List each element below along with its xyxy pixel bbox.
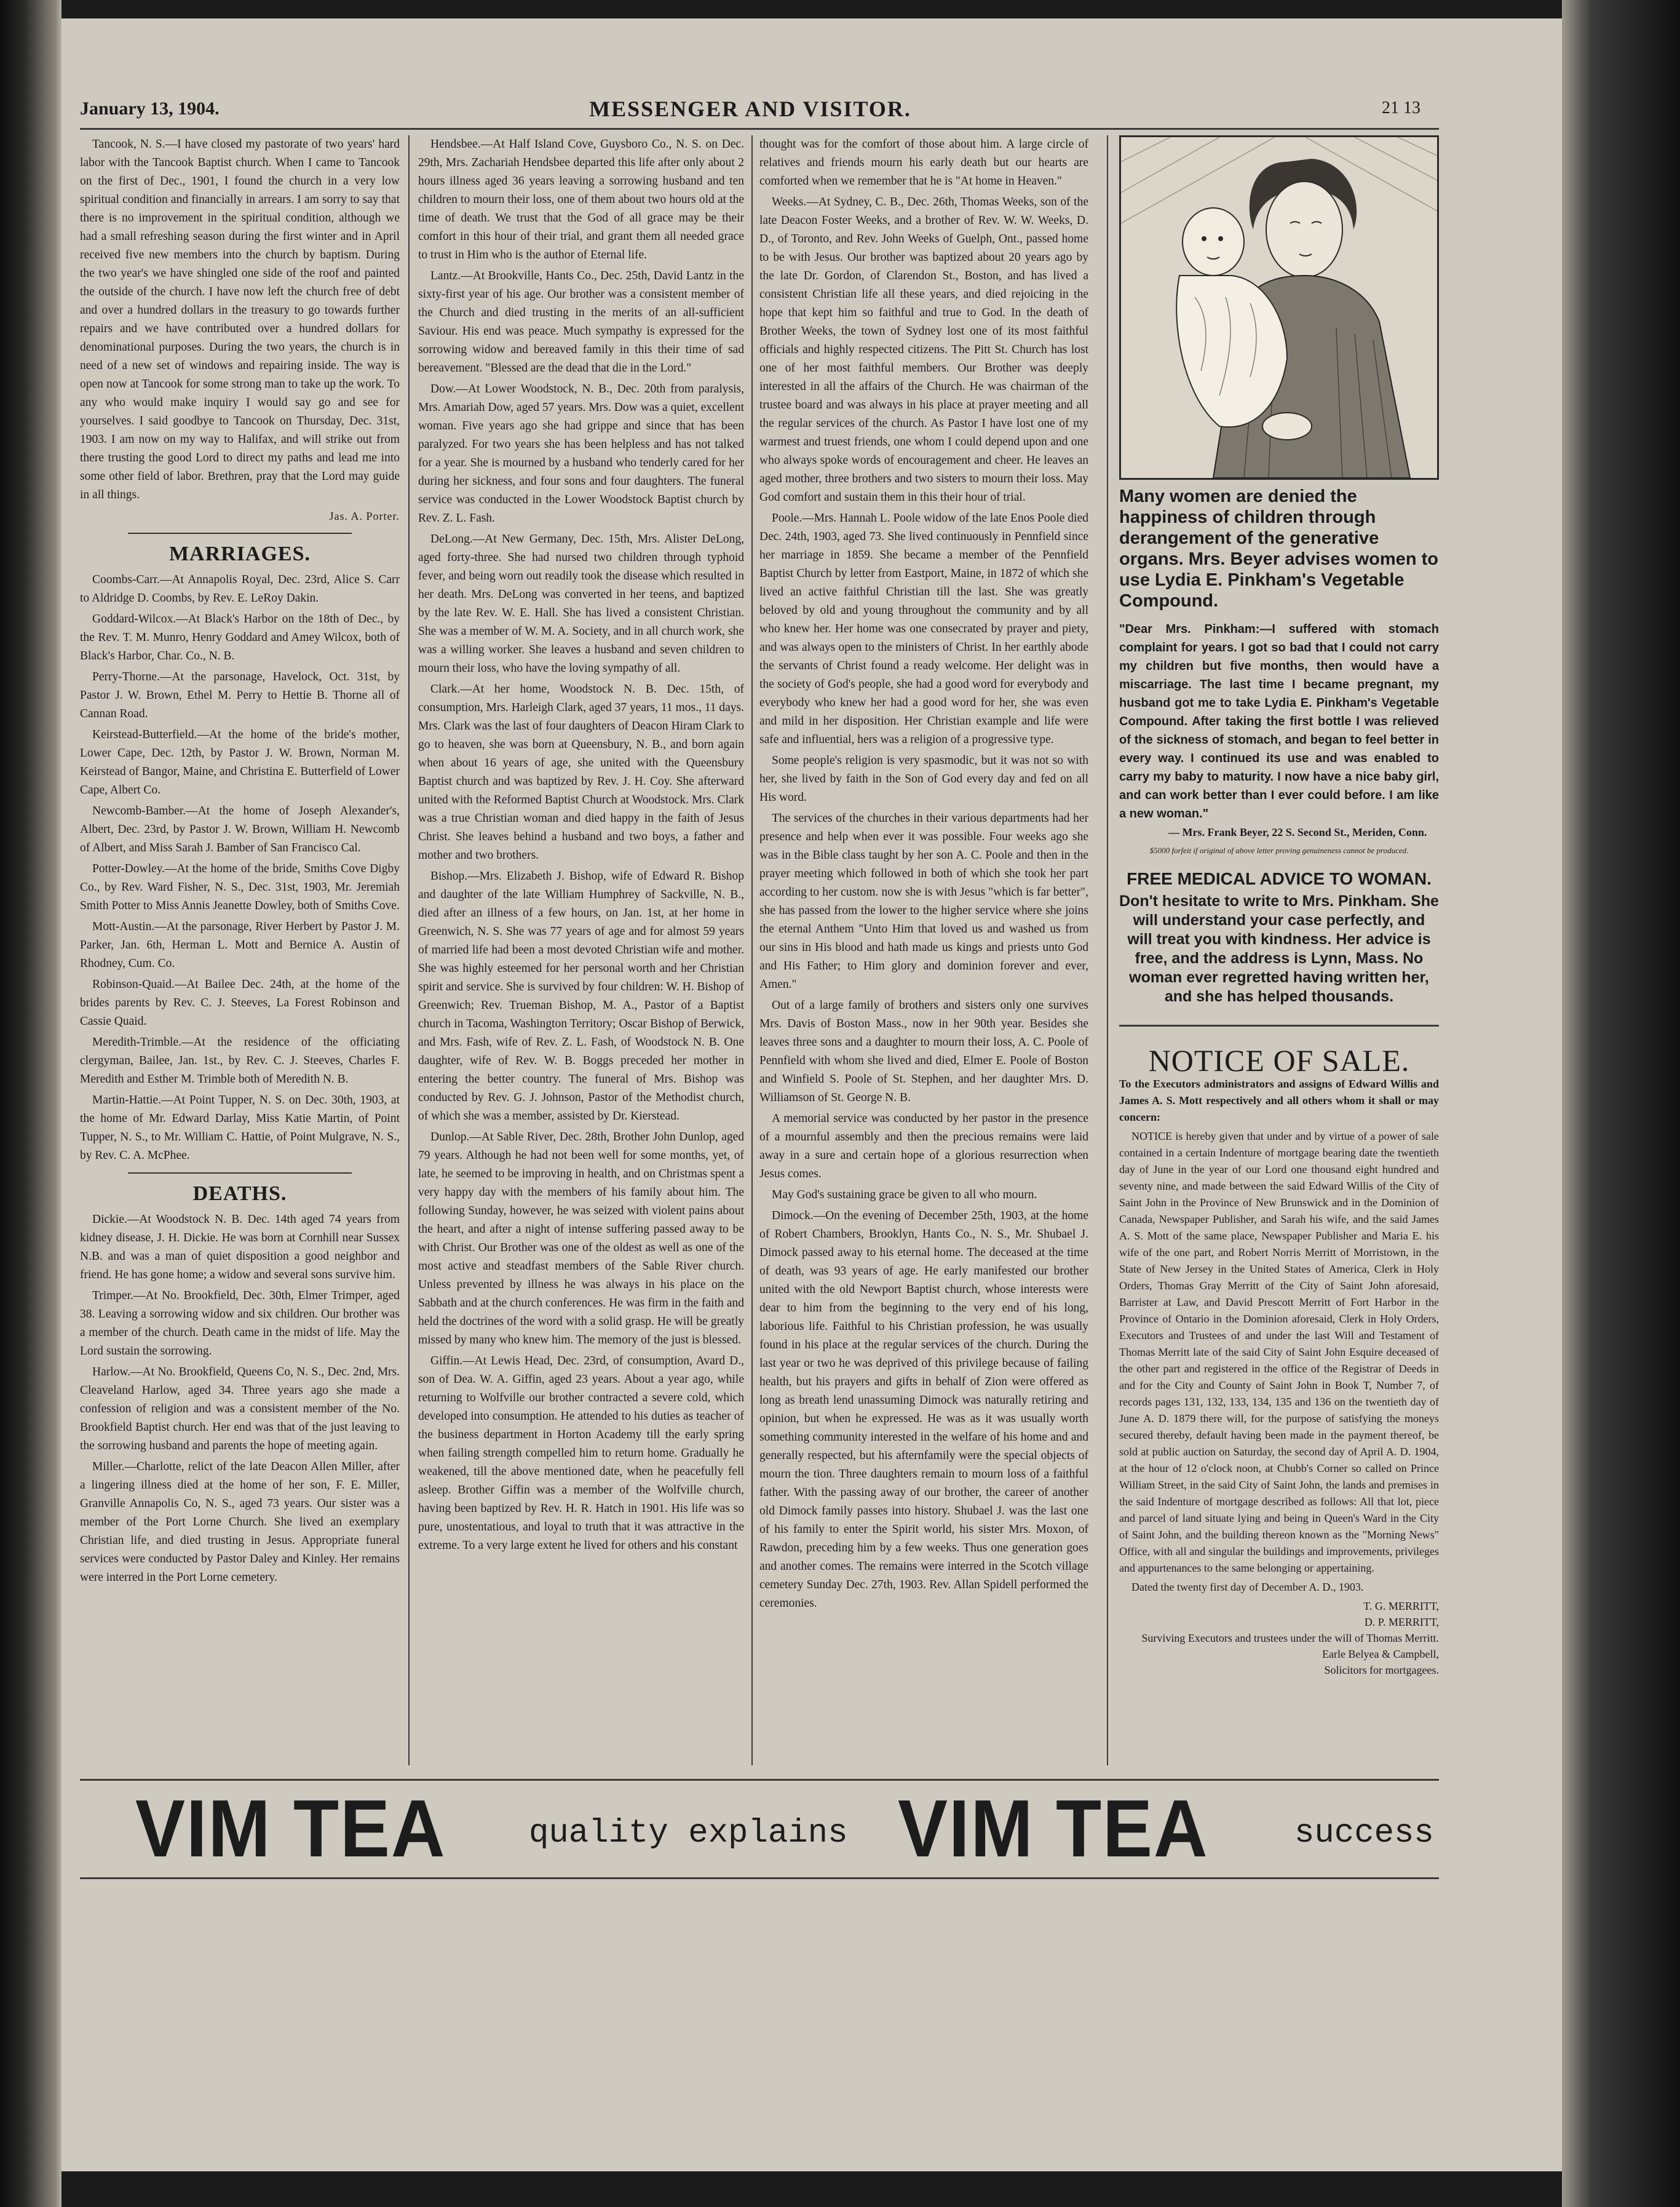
notice-text: NOTICE is hereby given that under and by virtue of a power of sale contained in a certain Indenture of mortgage bearing date the twentieth day of June in the year of our Lord one thousand eight hundred and seventy nine, and made between the said Edward Willis of the City of Saint John in the Province of New Brunswick and in the Dominion of Canada, Newspaper Publisher, and Sarah his wife, and the said James A. S. Mott of the same place, Newspaper Publisher and Maria E. his wife of the one part, and Robert Norris Merritt of Morristown, in the State of New Jersey in the United States of America, Clerk in Holy Orders, Thomas Gray Merritt of the City of Saint John aforesaid, Barrister at Law, and David Prescott Merritt of Fort Harbor in the Province of Ontario in the Dominion aforesaid, Clerk in Holy Orders, Executors and Trustees of and under the last Will and Testament of Thomas Merritt late of the said City of Saint John Esquire deceased of the other part and registered in the office of the Registrar of Deeds in and for the City and County of Saint John in Book T, Number 7, of records pages 131, 132, 133, 134, 135 and 136 on the twentieth day of June A. D. 1879 there will, for the purpose of satisfying the moneys secured thereby, default having been made in the payment thereof, be sold at public auction on Saturday, the second day of April A. D. 1904, at the hour of 12 o'clock noon, at Chubb's Corner so called on Prince William Street, in the said City of Saint John, the lands and premises in the said Indenture of mortgage described as follows: All that lot, piece and parcel of land situate lying and being in Queen's Ward in the City of Saint John, and the building thereon known as the "Morning News" Office, with all and singular the buildings and improvements, privileges and appurtenances to the same belonging or appertaining. (1119, 1130, 1439, 1574)
death-notice: Trimper.—At No. Brookfield, Dec. 30th, Elmer Trimper, aged 38. Leaving a sorrowing widow and six children. Our brother was a member of the church. Death came in the midst of life. May the Lord sustain the sorrowing. (80, 1289, 400, 1358)
section-divider (128, 533, 352, 534)
death-notice: Miller.—Charlotte, relict of the late Deacon Allen Miller, after a lingering illness died at the home of her son, F. E. Miller, Granville Annapolis Co, N. S., aged 73 years. Our sister was a member of the Port Lorne Church. She lived an exemplary Christian life, and died trusting in Jesus. Appropriate funeral services were conducted by Pastor Daley and Kinley. Her remains were interred in the Port Lorne cemetery. (80, 1460, 400, 1584)
column-rule-3 (1107, 135, 1108, 1765)
brand-name: VIM TEA (898, 1783, 1209, 1874)
column-rule-2 (751, 135, 753, 1765)
death-notice: Lantz.—At Brookville, Hants Co., Dec. 25th, David Lantz in the sixty-first year of his age. Our brother was a consistent member of the Church and died trusting in the merits of an all-sufficient Saviour. His end was peace. Much sympathy is expressed for the sorrowing widow and bereaved family in this their time of sad bereavement. "Blessed are the dead that die in the Lord." (418, 269, 744, 375)
marriage-notice: Meredith-Trimble.—At the residence of the officiating clergyman, Bailee, Jan. 1st., by Rev. C. J. Steeves, Charles F. Meredith and Esther M. Trimble both of Meredith N. B. (80, 1036, 400, 1086)
marriage-notice: Keirstead-Butterfield.—At the home of the bride's mother, Lower Cape, Dec. 12th, by Pastor J. W. Brown, Norman M. Keirstead of Bangor, Maine, and Christina E. Butterfield of Lower Cape, Albert Co. (80, 728, 400, 797)
column-rule-1 (408, 135, 410, 1765)
tagline-part-1: quality explains (529, 1815, 848, 1852)
ad-headline: Many women are denied the happiness of children through derangement of the generative organs. Mrs. Beyer advises women to use Lydia E. Pinkham's Vegetable Compound. (1119, 487, 1438, 611)
notice-of-sale-body (1119, 1076, 1439, 1596)
death-notice: thought was for the comfort of those about him. A large circle of relatives and friends mourn his early death but our hearts are comforted when we remember that he is "At home in Heaven." (759, 138, 1088, 188)
column-3 (759, 135, 1088, 1772)
notice-addressee: To the Executors administrators and assigns of Edward Willis and James A. S. Mott respectively and all others whom it shall or may concern: (1119, 1078, 1439, 1123)
death-notice: Clark.—At her home, Woodstock N. B. Dec. 15th, of consumption, Mrs. Harleigh Clark, aged 37 years, 11 mos., 11 days. Mrs. Clark was the last of four daughters of Deacon Hiram Clark to go to heaven, she was born at Queensbury, N. B., and born again when about 16 years of age, she united with the Queensbury Baptist church and was baptized by Rev. J. H. Coy. She afterward united with the Reformed Baptist Church at Woodstock. Mrs. Clark was a true Christian woman and died happy in the faith of Jesus Christ. She leaves behind a husband and two boys, a father and mother and two brothers. (418, 683, 744, 862)
notice-of-sale-heading: NOTICE OF SALE. (1148, 1043, 1410, 1078)
newspaper-title: MESSENGER AND VISITOR. (589, 97, 911, 121)
solicitor-role: Solicitors for mortgagees. (1324, 1664, 1439, 1676)
notice-dated: Dated the twenty first day of December A. D., 1903. (1131, 1581, 1364, 1593)
issue-date: January 13, 1904. (80, 98, 220, 119)
death-notice: Dow.—At Lower Woodstock, N. B., Dec. 20th from paralysis, Mrs. Amariah Dow, aged 57 years. Mrs. Dow was a quiet, excellent woman. Five years ago she had grippe and since that has been paralyzed. For two years she has been helpless and has not talked for a year. She is mourned by a husband who tenderly cared for her during her sickness, and four sons and four daughters. The funeral service was conducted in the Lower Woodstock Baptist church by Rev. Z. L. Fash. (418, 383, 744, 525)
notice-signatures (1119, 1598, 1439, 1678)
ad-divider (1119, 1025, 1439, 1027)
banner-rule-bottom (80, 1877, 1439, 1879)
death-notice: Poole.—Mrs. Hannah L. Poole widow of the late Enos Poole died Dec. 24th, 1903, aged 73. She lived continuously in Pennfield since her marriage in 1859. She became a member of the Pennfield Baptist Church by letter from Eastport, Maine, in 1872 of which she lived an active faithful Christian till the last. She was greatly beloved by old and young throughout the community and by all who knew her. Her home was one consecrated by prayer and piety, and was always open to the ministers of Christ. In her earthly abode the servants of Christ found a ready welcome. Her delight was in the society of God's people, she had a good word for everybody and everybody who knew her had a good word for her, she was even and mild in her disposition. Her Christian example and life were safe and influential, hers was a religion of a progressive type. (759, 512, 1088, 746)
signer-role: Surviving Executors and trustees under the will of Thomas Merritt. (1141, 1632, 1439, 1644)
death-notice: Harlow.—At No. Brookfield, Queens Co, N. S., Dec. 2nd, Mrs. Cleaveland Harlow, aged 34. Three years ago she made a confession of religion and was a consistent member of the No. Brookfield Baptist church. Her end was that of the just leaving to the sorrowing husband and parents the hope of meeting again. (80, 1366, 400, 1452)
vim-tea-banner (74, 1783, 1445, 1874)
testimonial-signer: — Mrs. Frank Beyer, 22 S. Second St., Meriden, Conn. (1168, 826, 1427, 838)
marriage-notice: Potter-Dowley.—At the home of the bride, Smiths Cove Digby Co., by Rev. Ward Fisher, N. S., Dec. 31st, 1903, Mr. Jeremiah Smith Potter to Miss Annis Jeanette Dowley, both of Smiths Cove. (80, 862, 400, 912)
marriages-heading: MARRIAGES. (168, 543, 311, 565)
marriage-notice: Newcomb-Bamber.—At the home of Joseph Alexander's, Albert, Dec. 23rd, by Pastor J. W. Brown, William H. Newcomb of Albert, and Miss Sarah J. Bamber of San Francisco Cal. (80, 805, 400, 854)
free-advice-body: Don't hesitate to write to Mrs. Pinkham. She will understand your case perfectly, and will treat you with kindness. Her advice is free, and the address is Lynn, Mass. No woman ever regretted having written her, and she has helped thousands. (1119, 893, 1439, 1005)
free-advice-heading: FREE MEDICAL ADVICE TO WOMAN. (1127, 869, 1432, 888)
death-notice: Hendsbee.—At Half Island Cove, Guysboro Co., N. S. on Dec. 29th, Mrs. Zachariah Hendsbee departed this life after only about 2 hours illness aged 36 years leaving a sorrowing husband and ten children to mourn their loss, one of them about two hours old at the time of death. We trust that the God of all grace may be their comfort in this hour of their trial, and grant them all needed grace to trust in Him who is the author of Eternal life. (418, 138, 744, 261)
column-4 (1119, 135, 1439, 1839)
death-notice: A memorial service was conducted by her pastor in the presence of a mournful assembly and then the precious remains were laid away in a sure and certain hope of a glorious resurrection when Jesus comes. (759, 1112, 1088, 1180)
solicitor-name: Earle Belyea & Campbell, (1322, 1648, 1439, 1660)
page-number: 21 13 (1382, 98, 1420, 117)
page-header (80, 74, 1420, 123)
portrait-drawing (1121, 137, 1437, 478)
signer-name: D. P. MERRITT, (1364, 1616, 1439, 1628)
death-notice: DeLong.—At New Germany, Dec. 15th, Mrs. Alister DeLong, aged forty-three. She had nursed two children through typhoid fever, and being worn out readily took the disease which resulted in her death. Mrs. DeLong was converted in her teens, and baptized by the late Rev. W. E. Hall. She has lived a consistent Christian. She was a member of W. M. A. Society, and in all church work, she was a willing worker. She leaves a husband and seven children to mourn their loss, who have the loving sympathy of all. (418, 533, 744, 675)
marriage-notice: Perry-Thorne.—At the parsonage, Havelock, Oct. 31st, by Pastor J. W. Brown, Ethel M. Perry to Hettie B. Thorne all of Cannan Road. (80, 670, 400, 720)
death-notice: Weeks.—At Sydney, C. B., Dec. 26th, Thomas Weeks, son of the late Deacon Foster Weeks, and a brother of Rev. W. W. Weeks, D. D., of Toronto, and Rev. John Weeks of Guelph, Ont., passed home to be with Jesus. Our brother was baptized about 20 years ago by the late Dr. Gordon, of Clarendon St., Boston, and has lived a consistent Christian life all these years, and died rejoicing in the hope that kept him so faithful and true to God. In the death of Brother Weeks, the town of Sydney lost one of its most faithful officials and highly respected citizens. The Pitt St. Church has lost one of her most faithful members. Our Brother was deeply interested in all the affairs of the Church. He was chairman of the trustee board and was always in his place at prayer meeting and all the regular services of the church. As Pastor I have lost one of my warmest and truest friends, one whom I could depend upon and one who always spoke words of encouragement and cheer. He leaves an aged mother, three brothers and two sisters to mourn their loss. May God comfort and sustain them in this their hour of trial. (759, 196, 1088, 504)
column-1 (80, 135, 400, 1772)
signer-name: T. G. MERRITT, (1363, 1600, 1439, 1612)
deaths-heading: DEATHS. (192, 1182, 287, 1205)
marriage-notice: Martin-Hattie.—At Point Tupper, N. S. on Dec. 30th, 1903, at the home of Mr. Edward Darlay, Miss Katie Martin, of Point Tupper, N. S., to Mr. William C. Hattie, of Point Mulgrave, N. S., by Rev. C. A. McPhee. (80, 1094, 400, 1162)
mother-with-baby-illustration (1119, 135, 1439, 480)
death-notice: Dimock.—On the evening of December 25th, 1903, at the home of Robert Chambers, Brooklyn, Hants Co., N. S., Mr. Shubael J. Dimock passed away to his eternal home. The deceased at the time of death, was 93 years of age. He early manifested our brother united with the old Newport Baptist church, whose interests were dear to him from the beginning to the very end of his long, laborious life. Faithful to his Christian profession, he was usually found in his place at the regular services of the church. During the last year or two he was deprived of this privilege because of failing health, but his prayers and gifts in behalf of Zion were offered as long as breath lend unassuming Dimock was naturally retiring and opinion, but when he expressed. He was as it was usually worth something community interested in the welfare of his home and and generally respected, but his afternfamily were the special objects of mourn the tion. Three daughters remain to mourn loss of a faithful father. With the passing away of our brother, the career of another old Dimock family passes into history. Shubael J. was the last one of his family to enter the Spirit world, his sister Mrs. Moxon, of Rawdon, preceding him by a few weeks. Thus one generation goes and another comes. The remains were interred in the Scotch village cemetery Sunday Dec. 27th, 1903. Rev. Allan Spidell performed the ceremonies. (759, 1209, 1088, 1610)
page-shadow-right (1562, 0, 1680, 2207)
death-notice: Some people's religion is very spasmodic, but it was not so with her, she lived by faith in the Son of God every day and fed on all His word. (759, 754, 1088, 804)
header-rule (80, 128, 1439, 130)
death-notice: May God's sustaining grace be given to all who mourn. (772, 1188, 1037, 1201)
marriage-notice: Coombs-Carr.—At Annapolis Royal, Dec. 23rd, Alice S. Carr to Aldridge D. Coombs, by Rev. E. LeRoy Dakin. (80, 573, 400, 605)
death-notice: Out of a large family of brothers and sisters only one survives Mrs. Davis of Boston Mass., now in her 90th year. Besides she leaves three sons and a daughter to mourn their loss, A. C. Poole of Pennfield with whom she lived and died, Elmer E. Poole of Boston and Winfield S. Poole of St. Stephen, and her daughter Mrs. D. Williamson of St. George N. B. (759, 999, 1088, 1104)
marriage-notice: Robinson-Quaid.—At Bailee Dec. 24th, at the home of the brides parents by Rev. C. J. Steeves, La Forest Robinson and Cassie Quaid. (80, 978, 400, 1028)
tancook-report: Tancook, N. S.—I have closed my pastorate of two years' hard labor with the Tancook Baptist church. When I came to Tancook on the first of Dec., 1901, I found the church in a very low spiritual condition and financially in arrears. I am sorry to say that there is no improvement in the spiritual condition, although we had a small refreshing season during the first winter and in April received five new members into the church by baptism. During the two year's we have shingled one side of the roof and painted the outside of the church. I have now left the church free of debt and over a hundred dollars in the treasury to go towards further repairs and we have contributed over a hundred dollars for denominational purposes. During the two years, the church is in need of a new set of windows and repairing inside. The way is open now at Tancook for some strong man to take up the work. To any who would make inquiry I would say go and see for yourselves. I said goodbye to Tancook on Thursday, Dec. 31st, 1903. I am now on my way to Halifax, and will strike out from there trusting the good Lord to direct my paths and lead me into some other field of labor. Brethren, pray that the Lord may guide in all things. (80, 138, 400, 501)
forfeit-notice: $5000 forfeit if original of above letter proving genuineness cannot be produced. (1149, 846, 1409, 855)
death-notice: Dunlop.—At Sable River, Dec. 28th, Brother John Dunlop, aged 79 years. Although he had not been well for some months, yet, of late, he seemed to be improving in health, and on Christmas spent a very happy day with the members of his family about him. The following Sunday, however, he was seized with violent pains about the heart, and after a night of intense suffering passed away to be with Christ. Our Brother was one of the oldest as well as one of the most active and steadfast members of the Sable River church. Unless prevented by illness he was always in his place on the Sabbath and at the church conferences. He was firm in the faith and held the doctrines of the word with a solid grasp. He will be greatly missed by many who knew him. The memory of the just is blessed. (418, 1131, 744, 1346)
section-divider (128, 1172, 352, 1174)
brand-name: VIM TEA (135, 1783, 446, 1874)
tagline-part-2: success (1294, 1815, 1434, 1852)
testimonial-letter: "Dear Mrs. Pinkham:—I suffered with stomach complaint for years. I got so bad that I could not carry my children but five months, then would have a miscarriage. The last time I became pregnant, my husband got me to take Lydia E. Pinkham's Vegetable Compound. After taking the first bottle I was relieved of the sickness of stomach, and began to feel better in every way. I continued its use and was enabled to carry my baby to maturity. I now have a nice baby girl, and can work better than I ever could before. I am like a new woman." (1119, 622, 1439, 821)
page-shadow-left (0, 0, 61, 2207)
report-signature: Jas. A. Porter. (329, 510, 400, 522)
death-notice: Dickie.—At Woodstock N. B. Dec. 14th aged 74 years from kidney disease, J. H. Dickie. He was born at Cornhill near Sussex N.B. and was a man of quiet disposition a good neighbor and friend. He has gone home; a widow and several sons survive him. (80, 1213, 400, 1281)
death-notice: The services of the churches in their various departments had her presence and help when ever it was possible. Four weeks ago she was in the Bible class taught by her son A. C. Poole and then in the prayer meeting which followed in both of which she took her part according to her custom. now she is with Jesus "which is far better", she has passed from the lower to the higher service where she joins the eternal Anthem "Unto Him that loved us and washed us from our sins in His blood and hath made us kings and priests unto God and His Father; to Him glory and dominion forever and ever, Amen." (759, 812, 1088, 991)
marriage-notice: Mott-Austin.—At the parsonage, River Herbert by Pastor J. M. Parker, Jan. 6th, Herman L. Mott and Bernice A. Austin of Rhodney, Cum. Co. (80, 920, 400, 970)
column-2 (418, 135, 744, 1772)
death-notice: Giffin.—At Lewis Head, Dec. 23rd, of consumption, Avard D., son of Dea. W. A. Giffin, aged 23 years. About a year ago, while returning to Wolfville our brother contracted a severe cold, which developed into consumption. He attended to his duties as teacher of the business department in Horton Academy till the early spring when failing strength compelled him to return home. Gradually he weakened, till the above mentioned date, when he peacefully fell asleep. Brother Giffin was a member of the Wolfville church, having been baptized by Rev. H. R. Hatch in 1901. His life was so pure, unostentatious, and loyal to truth that it was attractive in the extreme. To a very large extent he lived for others and his constant (418, 1354, 744, 1552)
marriage-notice: Goddard-Wilcox.—At Black's Harbor on the 18th of Dec., by the Rev. T. M. Munro, Henry Goddard and Amey Wilcox, both of Black's Harbor, Char. Co., N. B. (80, 613, 400, 662)
death-notice: Bishop.—Mrs. Elizabeth J. Bishop, wife of Edward R. Bishop and daughter of the late William Humphrey of Sackville, N. B., died after an illness of a few hours, on Jan. 1st, at her home in Greenwich, N. S. She was 77 years of age and for almost 59 years of married life had been a most devoted Christian wife and mother. She was highly esteemed for her personal worth and her Christian spirit and service. She is survived by four children: W. H. Bishop of Greenwich; Rev. Trueman Bishop, M. A., Pastor of a Baptist church in Tacoma, Washington Territory; Oscar Bishop of Berwick, and Mrs. Fash, wife of Rev. Z. L. Fash, of Woodstock N. B. One daughter, wife of Rev. W. B. Boggs preceded her mother in entering the better country. The funeral of Mrs. Bishop was conducted by Rev. G. J. Johnson, Pastor of the Methodist church, of which she was a member, assisted by Dr. Kierstead. (418, 870, 744, 1123)
